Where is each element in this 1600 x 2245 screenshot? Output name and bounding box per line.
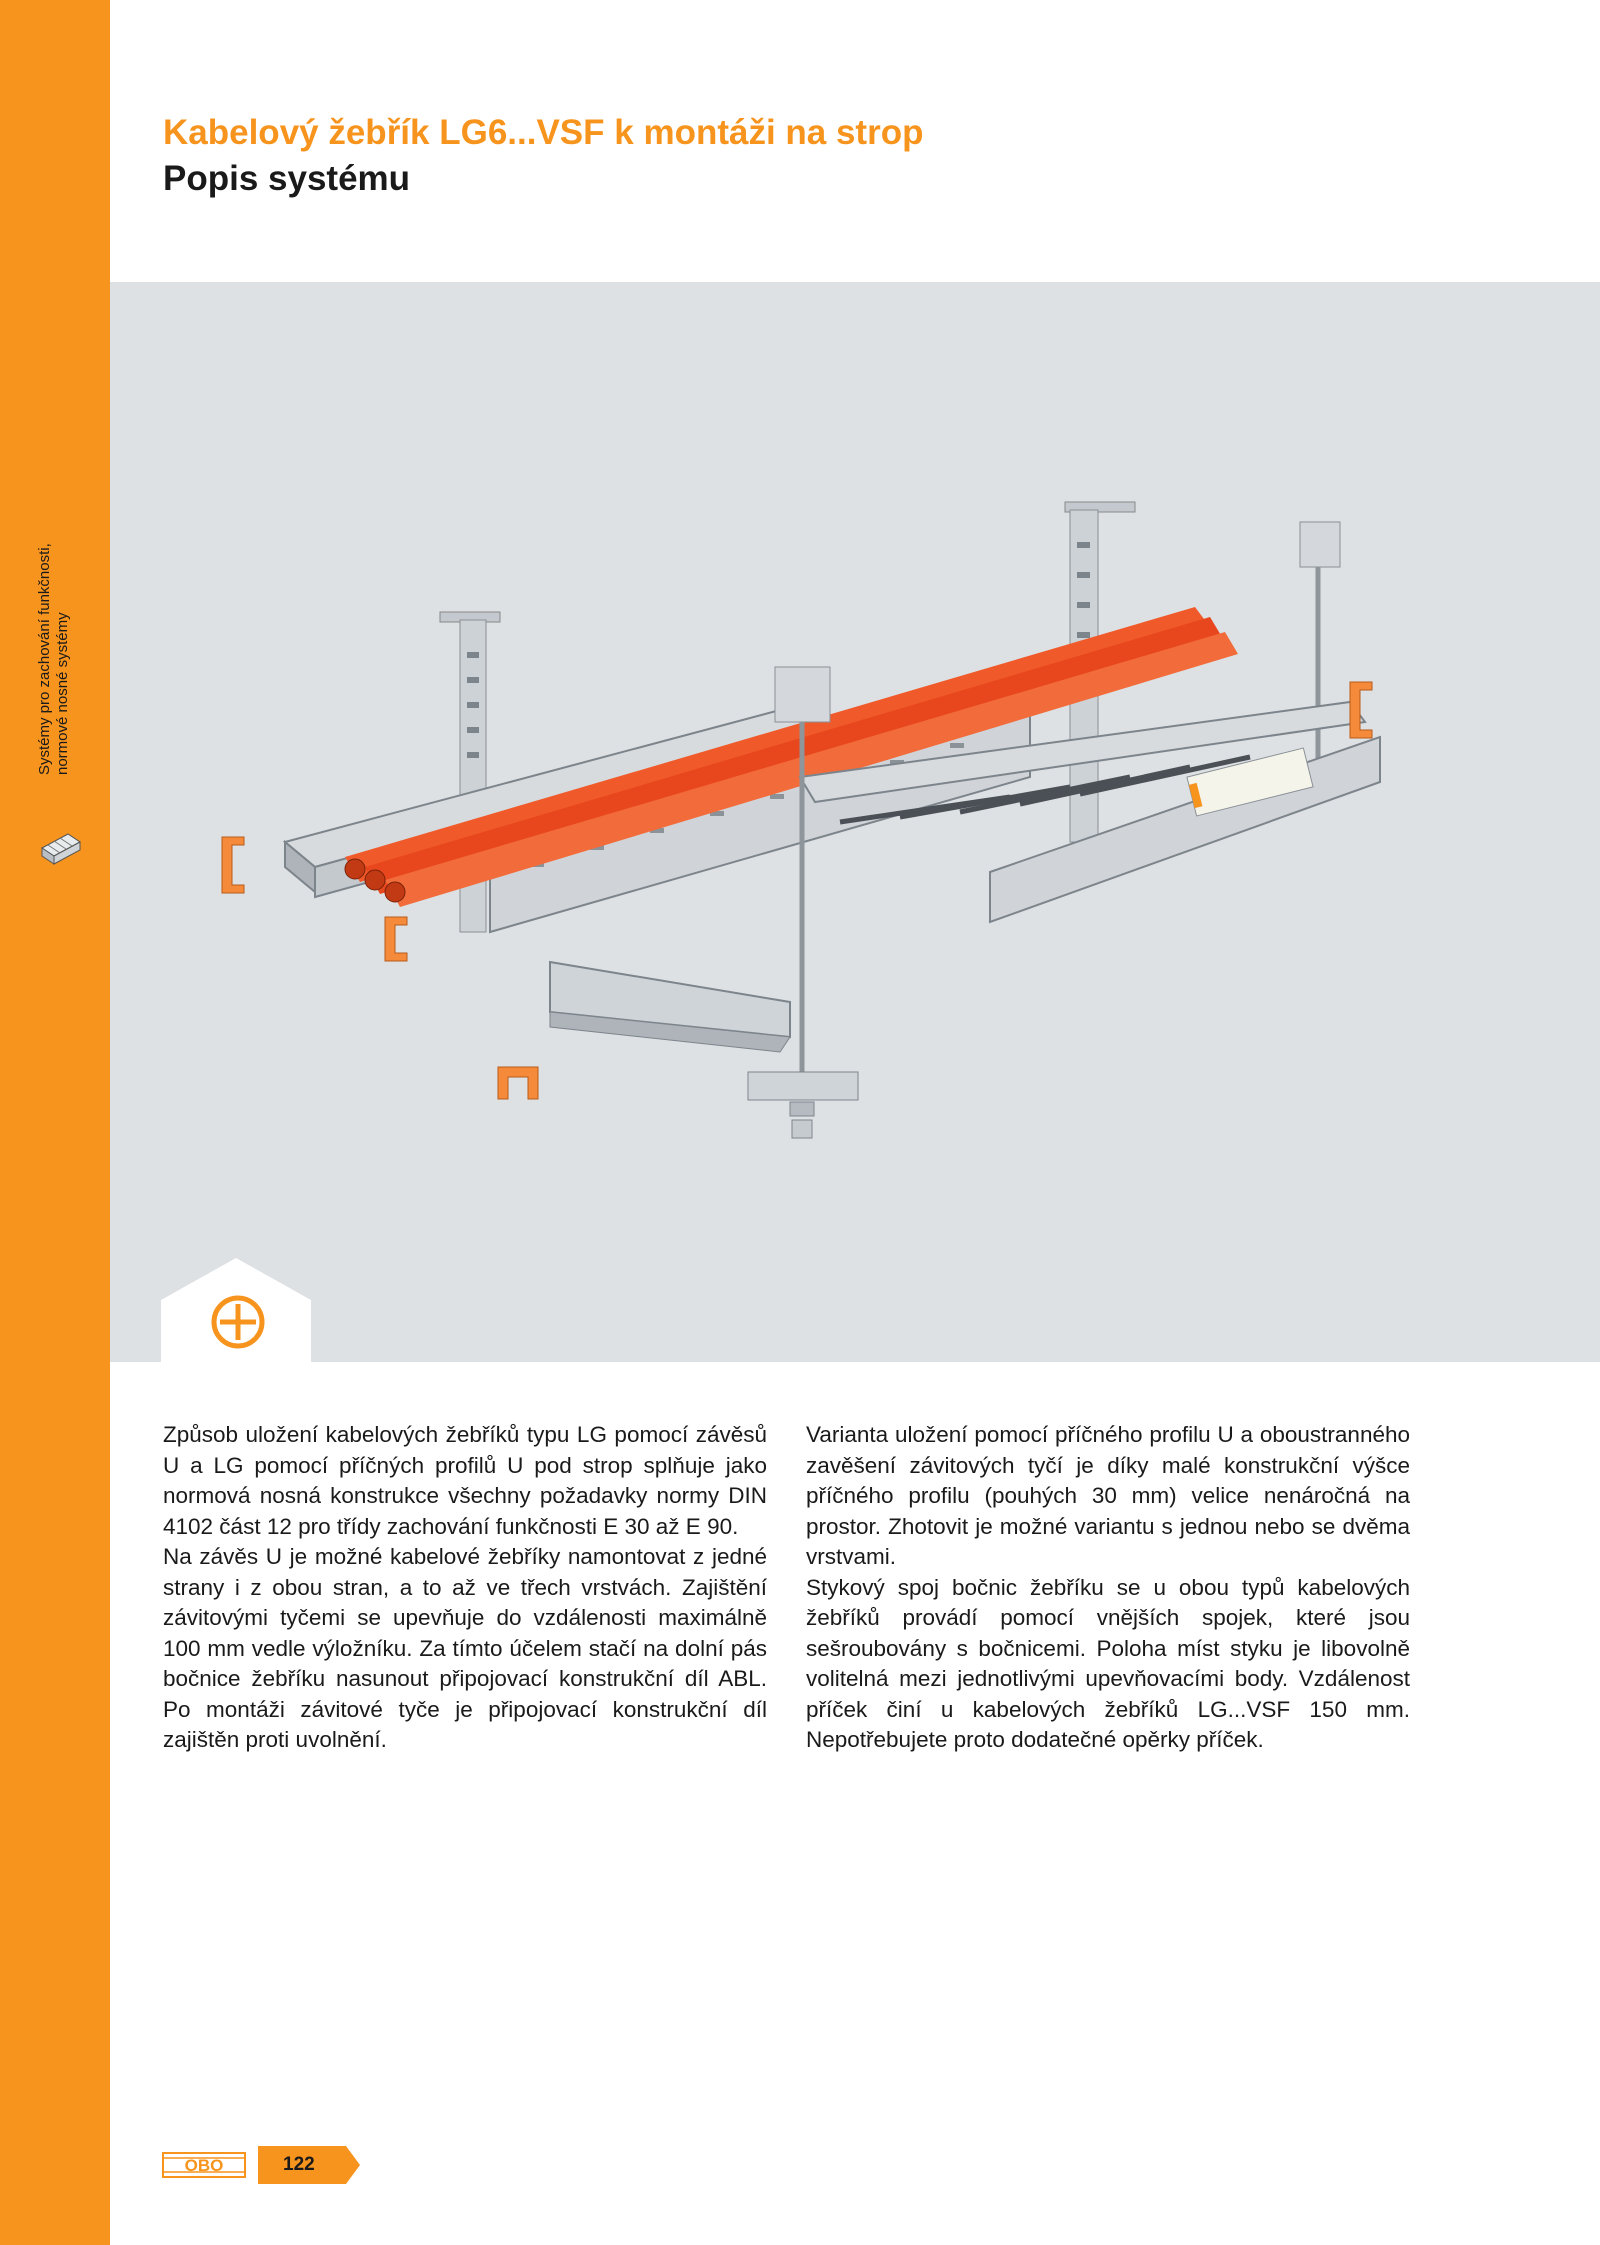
body-paragraph: Způsob uložení kabelových žebříků typu LG pomocí závěsů U a LG pomocí příčných profilů U pod strop splňuje jako normová nosná konstrukce všechny požadavky normy DIN 4102 část 12 pro třídy zachování funkčnosti E 30 až E 90. xyxy=(163,1422,767,1539)
page-subtitle: Popis systému xyxy=(163,159,411,198)
page-title: Kabelový žebřík LG6...VSF k montáži na strop xyxy=(163,113,924,152)
body-right-column xyxy=(806,1420,1410,1756)
cable-tray-icon xyxy=(38,828,84,874)
section-tab xyxy=(161,1258,311,1363)
sidebar-label-line1: Systémy pro zachování funkčnosti, xyxy=(36,543,53,775)
header xyxy=(163,112,923,200)
logo-text: OBO xyxy=(184,2156,224,2175)
body-paragraph: Na závěs U je možné kabelové žebříky namontovat z jedné strany i z obou stran, a to až ve třech vrstvách. Zajištění závitovými tyčemi se upevňuje do vzdálenosti maximálně 100 mm vedle výložníku. Za tímto účelem stačí na dolní pás bočnice žebříku nasunout připojovací konstrukční díl ABL. Po montáži závitové tyče je připojovací konstrukční díl zajištěn proti uvolnění. xyxy=(163,1544,767,1752)
obo-logo xyxy=(162,2152,246,2178)
plus-circle-icon xyxy=(161,1258,311,1363)
page-number: 122 xyxy=(283,2154,315,2175)
cantilever-arm xyxy=(550,962,790,1052)
product-illustration xyxy=(110,282,1600,1362)
body-left-column xyxy=(163,1420,767,1756)
sidebar-label-line2: normové nosné systémy xyxy=(54,612,71,775)
sidebar-accent-bar xyxy=(0,0,110,2245)
body-paragraph: Varianta uložení pomocí příčného profilu U a oboustranného zavěšení závitových tyčí je díky malé konstrukční výšce příčného profilu (pouhých 30 mm) velice nenáročná na prostor. Zhotovit je možné variantu s jednou nebo se dvěma vrstvami. xyxy=(806,1422,1410,1569)
sidebar-section-label xyxy=(36,475,72,775)
body-paragraph: Stykový spoj bočnic žebříku se u obou typů kabelových žebříků provádí pomocí vnějších spojek, které jsou sešroubovány s bočnicemi. Poloha míst styku je libovolně volitelná mezi jednotlivými upevňovacími body. Vzdálenost příček činí u kabelových žebříků LG...VSF 150 mm. Nepotřebujete proto dodatečné opěrky příček. xyxy=(806,1574,1410,1752)
